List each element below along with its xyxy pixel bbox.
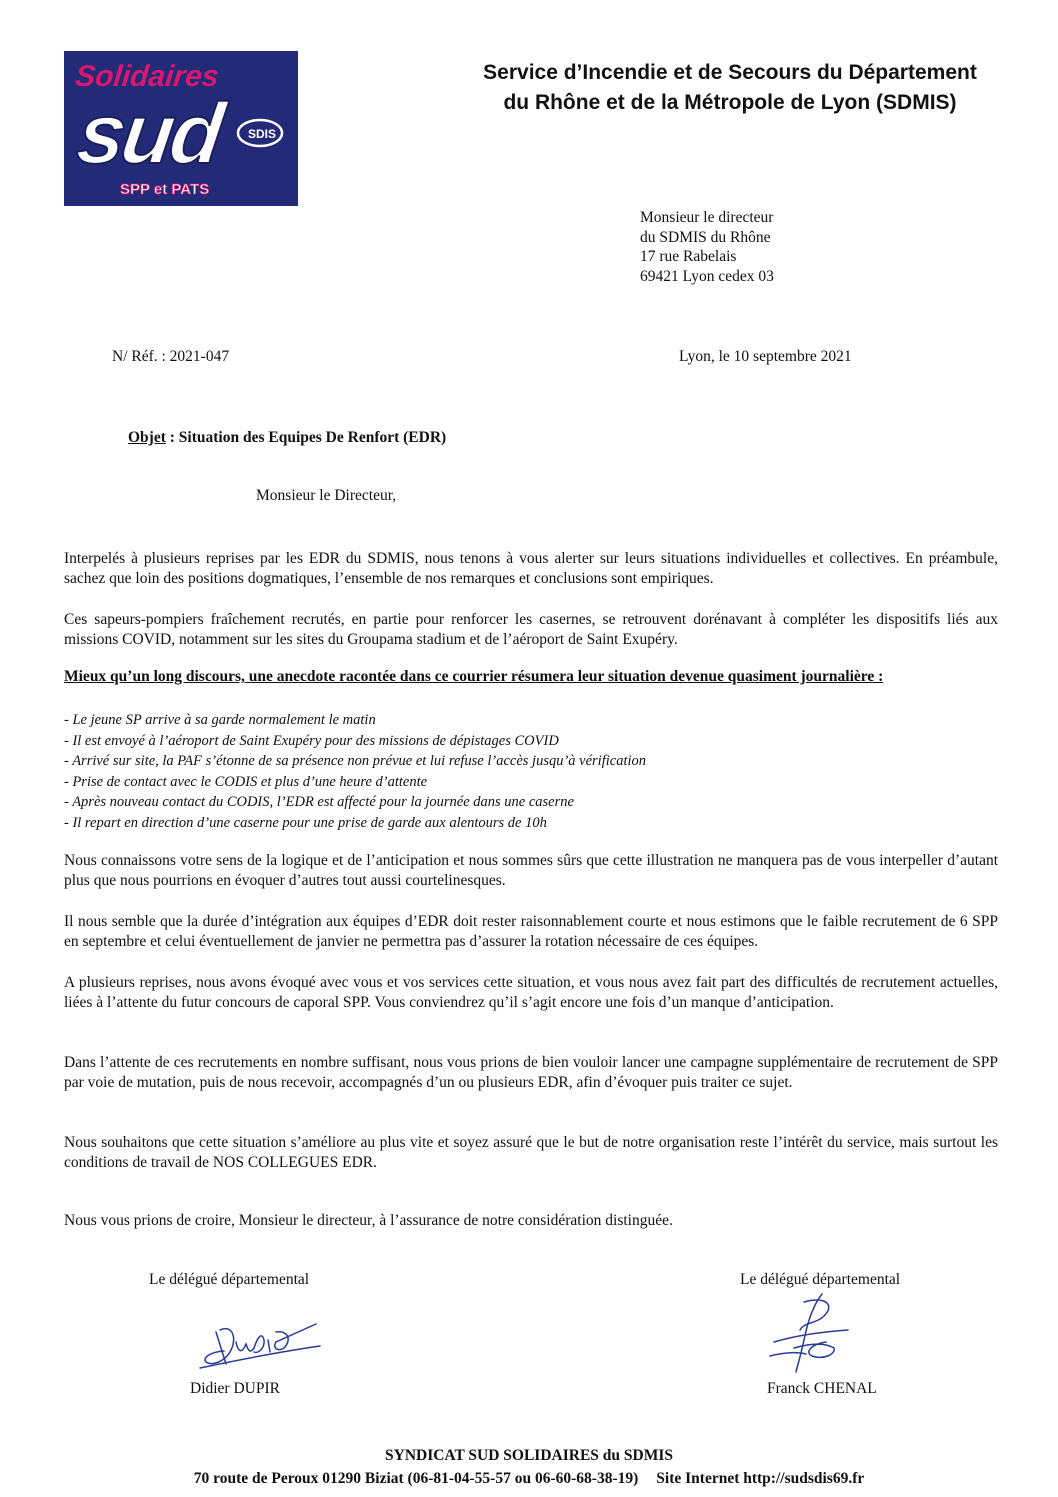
organization-title [430, 58, 1030, 118]
signatory-right-name: Franck CHENAL [767, 1380, 877, 1397]
letter-date: Lyon, le 10 septembre 2021 [679, 348, 852, 365]
body-paragraph-4: Il nous semble que la durée d’intégration aux équipes d’EDR doit rester raisonnablement courte et nous estimons que le faible recrutement de 6 SPP en septembre et celui éventuellement de janvier ne permettra pas d’assurer la rotation nécessaire de ces équipes. [64, 913, 998, 950]
logo-main-text: sud [71, 86, 226, 182]
recipient-address [640, 208, 774, 286]
anecdote-list [64, 710, 646, 833]
recipient-line: Monsieur le directeur [640, 209, 774, 226]
footer-address: 70 route de Peroux 01290 Biziat (06-81-04-55-57 ou 06-60-68-38-19) [193, 1470, 639, 1487]
salutation: Monsieur le Directeur, [256, 487, 397, 504]
signatory-left-role: Le délégué départemental [149, 1271, 310, 1288]
anecdote-item: - Le jeune SP arrive à sa garde normalement le matin [64, 712, 376, 728]
body-paragraph-6: Dans l’attente de ces recrutements en nombre suffisant, nous vous prions de bien vouloir lancer une campagne supplémentaire de recrutement de SPP par voie de mutation, puis de nous recevoir, accompagnés d’un ou plusieurs EDR, afin d’évoquer puis traiter ce sujet. [64, 1054, 998, 1091]
anecdote-item: - Après nouveau contact du CODIS, l’EDR est affecté pour la journée dans une caserne [64, 794, 574, 810]
signature-dupir [198, 1318, 323, 1373]
logo-bottom-text: SPP et PATS [120, 181, 210, 198]
subject-text: : Situation des Equipes De Renfort (EDR) [165, 429, 447, 446]
signatory-right-role: Le délégué départemental [740, 1271, 901, 1288]
reference-number: N/ Réf. : 2021-047 [112, 348, 230, 365]
footer-union-name: SYNDICAT SUD SOLIDAIRES du SDMIS [385, 1447, 673, 1464]
body-paragraph-7: Nous souhaitons que cette situation s’améliore au plus vite et soyez assuré que le but de notre organisation reste l’intérêt du service, mais surtout les conditions de travail de NOS COLLEGUES EDR. [64, 1134, 998, 1171]
subject-line [128, 429, 446, 447]
organization-title-line-2: du Rhône et de la Métropole de Lyon (SDMIS) [503, 91, 957, 114]
footer-contact [0, 1470, 1058, 1488]
anecdote-item: - Il repart en direction d’une caserne pour une prise de garde aux alentours de 10h [64, 814, 547, 831]
anecdote-item: - Arrivé sur site, la PAF s’étonne de sa présence non prévue et lui refuse l’accès jusqu’à vérification [64, 753, 647, 769]
anecdote-headline: Mieux qu’un long discours, une anecdote racontée dans ce courrier résumera leur situation devenue quasiment journalière : [64, 668, 884, 685]
logo-top-text: Solidaires [73, 60, 221, 93]
organization-title-line-1: Service d’Incendie et de Secours du Département [483, 61, 977, 84]
logo-badge-text: SDIS [248, 127, 277, 141]
anecdote-item: - Il est envoyé à l’aéroport de Saint Exupéry pour des missions de dépistages COVID [64, 732, 559, 749]
body-paragraph-1: Interpelés à plusieurs reprises par les EDR du SDMIS, nous tenons à vous alerter sur leurs situations individuelles et collectives. En préambule, sachez que loin des positions dogmatiques, l’ensemble de nos remarques et conclusions sont empiriques. [64, 550, 998, 587]
recipient-line: 69421 Lyon cedex 03 [640, 267, 774, 285]
closing-formula: Nous vous prions de croire, Monsieur le directeur, à l’assurance de notre considération distinguée. [64, 1212, 673, 1229]
signature-chenal [764, 1290, 854, 1375]
body-paragraph-5: A plusieurs reprises, nous avons évoqué avec vous et vos services cette situation, et vous nous avez fait part des difficultés de recrutement actuelles, liées à l’attente du futur concours de caporal SPP. Vous conviendrez qu’il s’agit encore une fois d’un manque d’anticipation. [64, 974, 998, 1011]
recipient-line: 17 rue Rabelais [640, 248, 737, 265]
footer-website[interactable]: Site Internet http://sudsdis69.fr [656, 1470, 865, 1487]
body-paragraph-2: Ces sapeurs-pompiers fraîchement recrutés, en partie pour renforcer les casernes, se retrouvent dorénavant à compléter les dispositifs liés aux missions COVID, notamment sur les sites du Groupama stadium et de l’aéroport de Saint Exupéry. [64, 611, 998, 648]
anecdote-item: - Prise de contact avec le CODIS et plus d’une heure d’attente [64, 773, 428, 790]
body-paragraph-3: Nous connaissons votre sens de la logique et de l’anticipation et nous sommes sûrs que cette illustration ne manquera pas de vous interpeller d’autant plus que nous pourrions en évoquer d’autres tout aussi courtelinesques. [64, 852, 998, 889]
sud-solidaires-logo [64, 51, 298, 206]
recipient-line: du SDMIS du Rhône [640, 228, 771, 246]
signatory-left-name: Didier DUPIR [190, 1380, 280, 1397]
subject-label: Objet [128, 429, 166, 446]
